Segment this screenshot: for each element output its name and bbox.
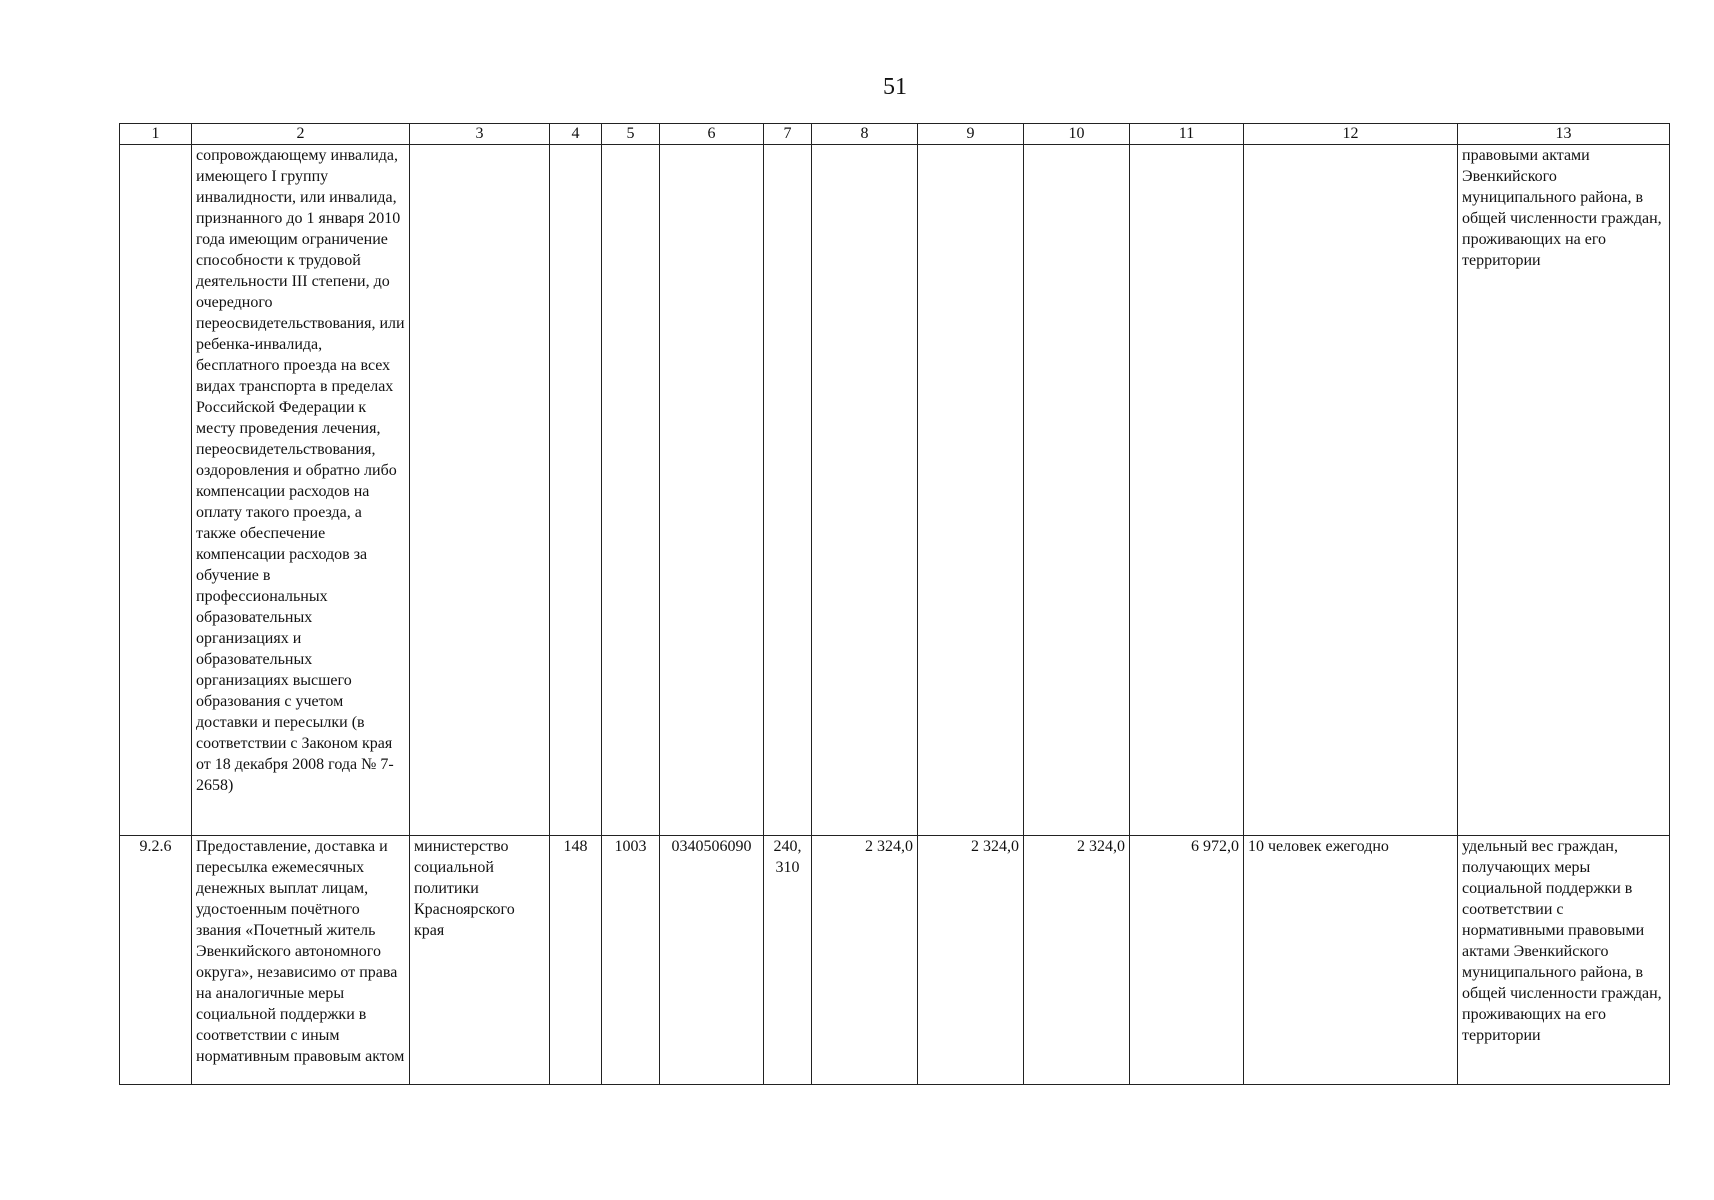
cell-result [1244,145,1458,836]
cell-vr: 240, 310 [764,836,812,1085]
cell-csr [660,145,764,836]
cell-grbs: 148 [550,836,602,1085]
col-header: 6 [660,124,764,145]
cell-amount: 2 324,0 [812,836,918,1085]
cell-executor [410,145,550,836]
table-row [120,836,1670,1085]
cell-indicator: удельный вес граждан, получающих меры социальной поддержки в соответствии с нормативными правовыми актами Эвенкийского муниципального района, в общей численности граждан, проживающих на его территории [1458,836,1670,1085]
cell-amount: 2 324,0 [1024,836,1130,1085]
cell-amount: 2 324,0 [918,836,1024,1085]
cell-number: 9.2.6 [120,836,192,1085]
col-header: 12 [1244,124,1458,145]
col-header: 2 [192,124,410,145]
col-header: 7 [764,124,812,145]
col-header: 10 [1024,124,1130,145]
col-header: 4 [550,124,602,145]
cell-number [120,145,192,836]
cell-result: 10 человек ежегодно [1244,836,1458,1085]
cell-csr: 0340506090 [660,836,764,1085]
col-header: 13 [1458,124,1670,145]
col-header: 3 [410,124,550,145]
cell-executor: министерство социальной политики Красноярского края [410,836,550,1085]
cell-description: Предоставление, доставка и пересылка ежемесячных денежных выплат лицам, удостоенным почётного звания «Почетный житель Эвенкийского автономного округа», независимо от права на аналогичные меры социальной поддержки в соответствии с иным нормативным правовым актом [192,836,410,1085]
col-header: 11 [1130,124,1244,145]
cell-rzpr: 1003 [602,836,660,1085]
cell-amount [812,145,918,836]
cell-rzpr [602,145,660,836]
cell-grbs [550,145,602,836]
table-row [120,145,1670,836]
cell-total: 6 972,0 [1130,836,1244,1085]
cell-amount [1024,145,1130,836]
page-number: 51 [883,74,907,100]
col-header: 5 [602,124,660,145]
cell-vr [764,145,812,836]
cell-amount [918,145,1024,836]
cell-description: сопровождающему инвалида, имеющего I группу инвалидности, или инвалида, признанного до 1 января 2010 года имеющим ограничение способности к трудовой деятельности III степени, до очередного переосвидетельствования, или ребенка-инвалида, бесплатного проезда на всех видах транспорта в пределах Российской Федерации к месту проведения лечения, переосвидетельствования, оздоровления и обратно либо компенсации расходов на оплату такого проезда, а также обеспечение компенсации расходов за обучение в профессиональных образовательных организациях и образовательных организациях высшего образования с учетом доставки и пересылки (в соответствии с Законом края от 18 декабря 2008 года № 7-2658) [192,145,410,836]
col-header: 8 [812,124,918,145]
program-table [119,123,1670,1085]
col-header: 9 [918,124,1024,145]
header-row [120,124,1670,145]
cell-indicator: правовыми актами Эвенкийского муниципального района, в общей численности граждан, проживающих на его территории [1458,145,1670,836]
col-header: 1 [120,124,192,145]
cell-total [1130,145,1244,836]
